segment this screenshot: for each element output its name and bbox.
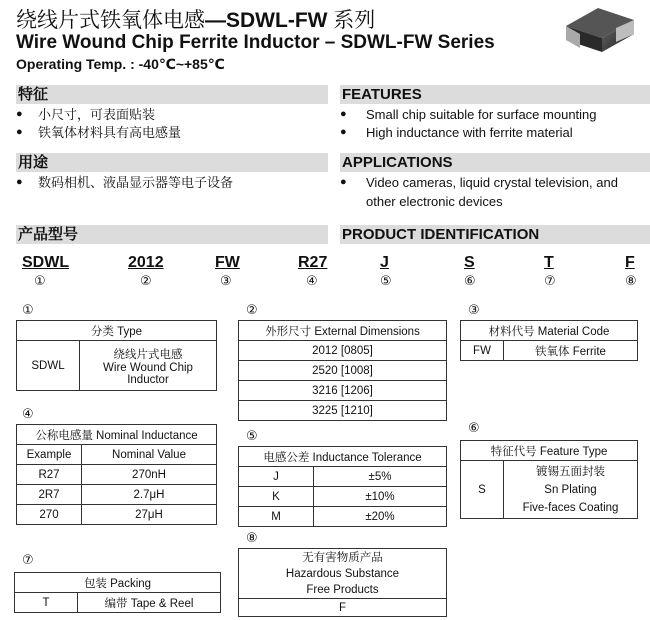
dims-row: 2520 [1008] [239,361,447,381]
pid-code-tolerance: J [380,254,389,271]
title-cn [16,4,375,34]
packing-table [14,572,221,613]
feature-en-item: ● Small chip suitable for surface mounting [340,107,597,122]
tolerance-code: M [239,507,314,527]
material-table-number: ③ [468,302,480,317]
inductance-col-value: Nominal Value [82,445,217,465]
bullet-icon: ● [340,108,347,120]
applications-heading-en: APPLICATIONS [340,153,650,172]
applications-heading-cn: 用途 [16,153,328,172]
pid-code-dimension: 2012 [128,254,164,271]
inductance-col-example: Example [17,445,82,465]
title-en: Wire Wound Chip Ferrite Inductor – SDWL-FW Series [16,32,495,53]
pid-code-hazard: F [625,254,635,271]
pid-code-packing: T [544,254,554,271]
tolerance-value: ±10% [314,487,447,507]
feature-cn-item: ● 小尺寸，可表面贴装 [16,107,156,122]
packing-table-header: 包装 Packing [15,573,221,593]
dims-row: 2012 [0805] [239,341,447,361]
dims-table-number: ② [246,302,258,317]
hazard-table [238,548,447,617]
title-cn-suffix: 系列 [327,9,376,32]
feature-cn-item: ● 铁氧体材料具有高电感量 [16,125,182,140]
feature-type-table-number: ⑥ [468,420,480,435]
operating-temp: Operating Temp. : -40℃~+85℃ [16,56,225,72]
inductance-table-header: 公称电感量 Nominal Inductance [17,425,217,445]
inductance-value: 27μH [82,505,217,525]
pid-number: ⑥ [464,273,476,288]
pid-number: ② [140,273,152,288]
tolerance-value: ±20% [314,507,447,527]
title-cn-prefix: 绕线片式铁氧体电感 [16,9,205,32]
tolerance-code: K [239,487,314,507]
material-desc: 铁氧体 Ferrite [504,341,638,361]
product-id-heading-cn: 产品型号 [16,225,328,244]
pid-code-feature: S [464,254,475,271]
bullet-icon: ● [16,176,23,188]
type-desc: 绕线片式电感 Wire Wound Chip Inductor [80,341,217,391]
bullet-icon: ● [340,126,347,138]
chip-inductor-image [558,4,640,56]
hazard-table-number: ⑧ [246,530,258,545]
tolerance-table-number: ⑤ [246,428,258,443]
inductance-table-number: ④ [22,406,34,421]
title-cn-model: —SDWL-FW [205,9,328,32]
material-table-header: 材料代号 Material Code [461,321,638,341]
packing-desc: 编带 Tape & Reel [78,593,221,613]
tolerance-table [238,446,447,527]
tolerance-table-header: 电感公差 Inductance Tolerance [239,447,447,467]
dims-row: 3225 [1210] [239,401,447,421]
pid-number: ⑧ [625,273,637,288]
type-table-header: 分类 Type [17,321,217,341]
inductance-example: R27 [17,465,82,485]
tolerance-value: ±5% [314,467,447,487]
feature-type-table-header: 特征代号 Feature Type [461,441,638,461]
bullet-icon: ● [340,176,347,188]
type-code: SDWL [17,341,80,391]
feature-type-table [460,440,638,519]
product-id-heading-en: PRODUCT IDENTIFICATION [340,225,650,244]
packing-code: T [15,593,78,613]
pid-number: ① [34,273,46,288]
application-en-item: ● Video cameras, liquid crystal television, and other electronic devices [340,175,618,209]
material-code: FW [461,341,504,361]
inductance-table [16,424,217,525]
bullet-icon: ● [16,126,23,138]
inductance-example: 270 [17,505,82,525]
feature-en-item: ● High inductance with ferrite material [340,125,573,140]
features-heading-en: FEATURES [340,85,650,104]
type-table [16,320,217,391]
pid-number: ⑤ [380,273,392,288]
pid-code-inductance: R27 [298,254,328,271]
inductance-example: 2R7 [17,485,82,505]
type-table-number: ① [22,302,34,317]
tolerance-code: J [239,467,314,487]
feature-type-desc: 镀锡五面封装 Sn Plating Five-faces Coating [504,461,638,519]
dimensions-table [238,320,447,421]
bullet-icon: ● [16,108,23,120]
features-heading-cn: 特征 [16,85,328,104]
hazard-code: F [239,599,447,617]
dims-table-header: 外形尺寸 External Dimensions [239,321,447,341]
material-table [460,320,638,361]
pid-number: ⑦ [544,273,556,288]
pid-code-material: FW [215,254,240,271]
pid-code-type: SDWL [22,254,70,271]
pid-number: ④ [306,273,318,288]
hazard-desc: 无有害物质产品 Hazardous Substance Free Products [239,549,447,599]
application-cn-item: ● 数码相机、液晶显示器等电子设备 [16,175,234,190]
inductance-value: 270nH [82,465,217,485]
packing-table-number: ⑦ [22,552,34,567]
pid-number: ③ [220,273,232,288]
feature-type-code: S [461,461,504,519]
dims-row: 3216 [1206] [239,381,447,401]
inductance-value: 2.7μH [82,485,217,505]
